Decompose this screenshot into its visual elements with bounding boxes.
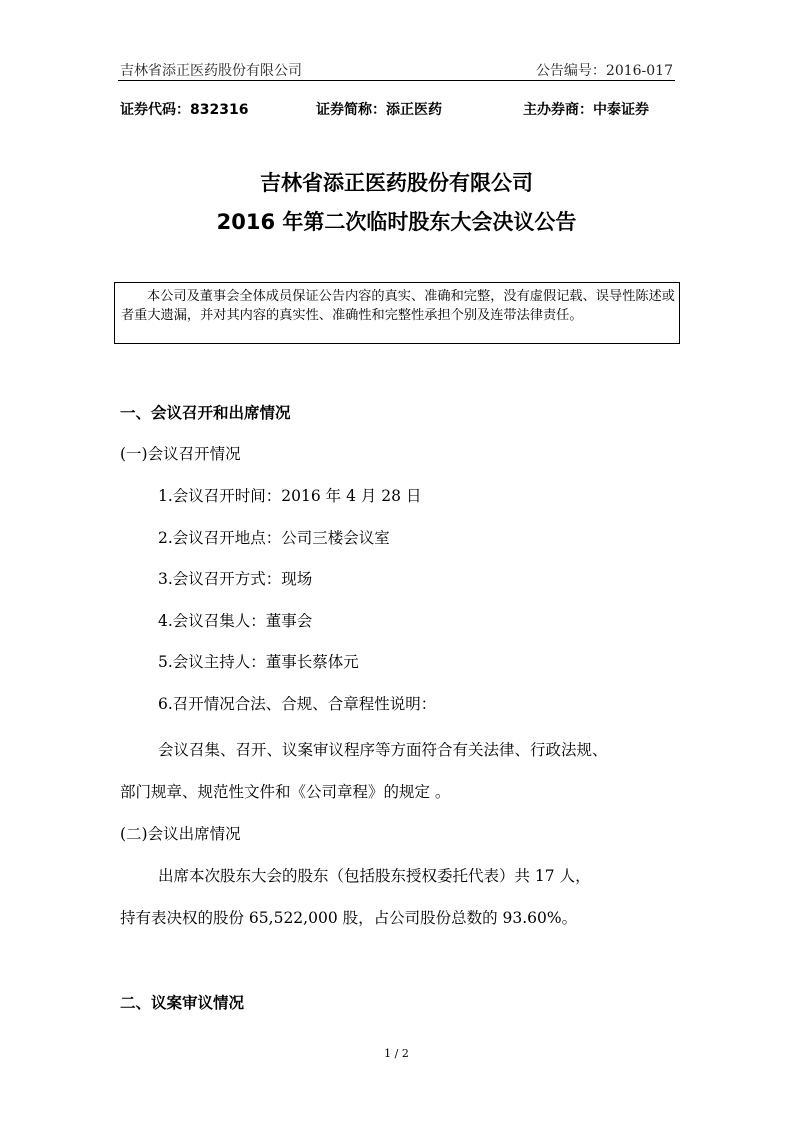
- sponsor-broker: 主办券商：中泰证券: [523, 102, 649, 118]
- disclaimer-box: 本公司及董事会全体成员保证公告内容的真实、准确和完整，没有虚假记载、误导性陈述或者重大遗漏，并对其内容的真实性、准确性和完整性承担个别及连带法律责任。: [114, 282, 680, 344]
- section-heading-proposals: 二、议案审议情况: [120, 994, 245, 1012]
- document-title-company: 吉林省添正医药股份有限公司: [260, 171, 533, 195]
- header-company-name: 吉林省添正医药股份有限公司: [120, 63, 302, 79]
- section-heading-meeting: 一、会议召开和出席情况: [120, 404, 291, 422]
- subsection-convening: (一)会议召开情况: [120, 445, 241, 463]
- legality-paragraph-line1: 会议召集、召开、议案审议程序等方面符合有关法律、行政法规、: [158, 741, 608, 759]
- attendance-paragraph-line1: 出席本次股东大会的股东（包括股东授权委托代表）共 17 人，: [158, 867, 591, 885]
- document-title-subject: 2016 年第二次临时股东大会决议公告: [216, 210, 577, 234]
- subsection-attendance: (二)会议出席情况: [120, 825, 241, 843]
- list-item-location: 2.会议召开地点：公司三楼会议室: [158, 529, 390, 547]
- list-item-legality: 6.召开情况合法、合规、合章程性说明：: [158, 695, 437, 713]
- header-divider: [118, 80, 675, 81]
- header-notice-number: 公告编号：2016-017: [535, 63, 673, 79]
- list-item-convener: 4.会议召集人：董事会: [158, 612, 313, 630]
- stock-name: 证券简称：添正医药: [316, 102, 442, 118]
- list-item-host: 5.会议主持人：董事长蔡体元: [158, 653, 359, 671]
- stock-code: 证券代码：832316: [120, 102, 249, 118]
- attendance-paragraph-line2: 持有表决权的股份 65,522,000 股，占公司股份总数的 93.60%。: [120, 909, 578, 927]
- list-item-method: 3.会议召开方式：现场: [158, 570, 313, 588]
- list-item-time: 1.会议召开时间：2016 年 4 月 28 日: [158, 487, 422, 505]
- legality-paragraph-line2: 部门规章、规范性文件和《公司章程》的规定 。: [120, 783, 451, 801]
- page-number: 1 / 2: [384, 1047, 409, 1060]
